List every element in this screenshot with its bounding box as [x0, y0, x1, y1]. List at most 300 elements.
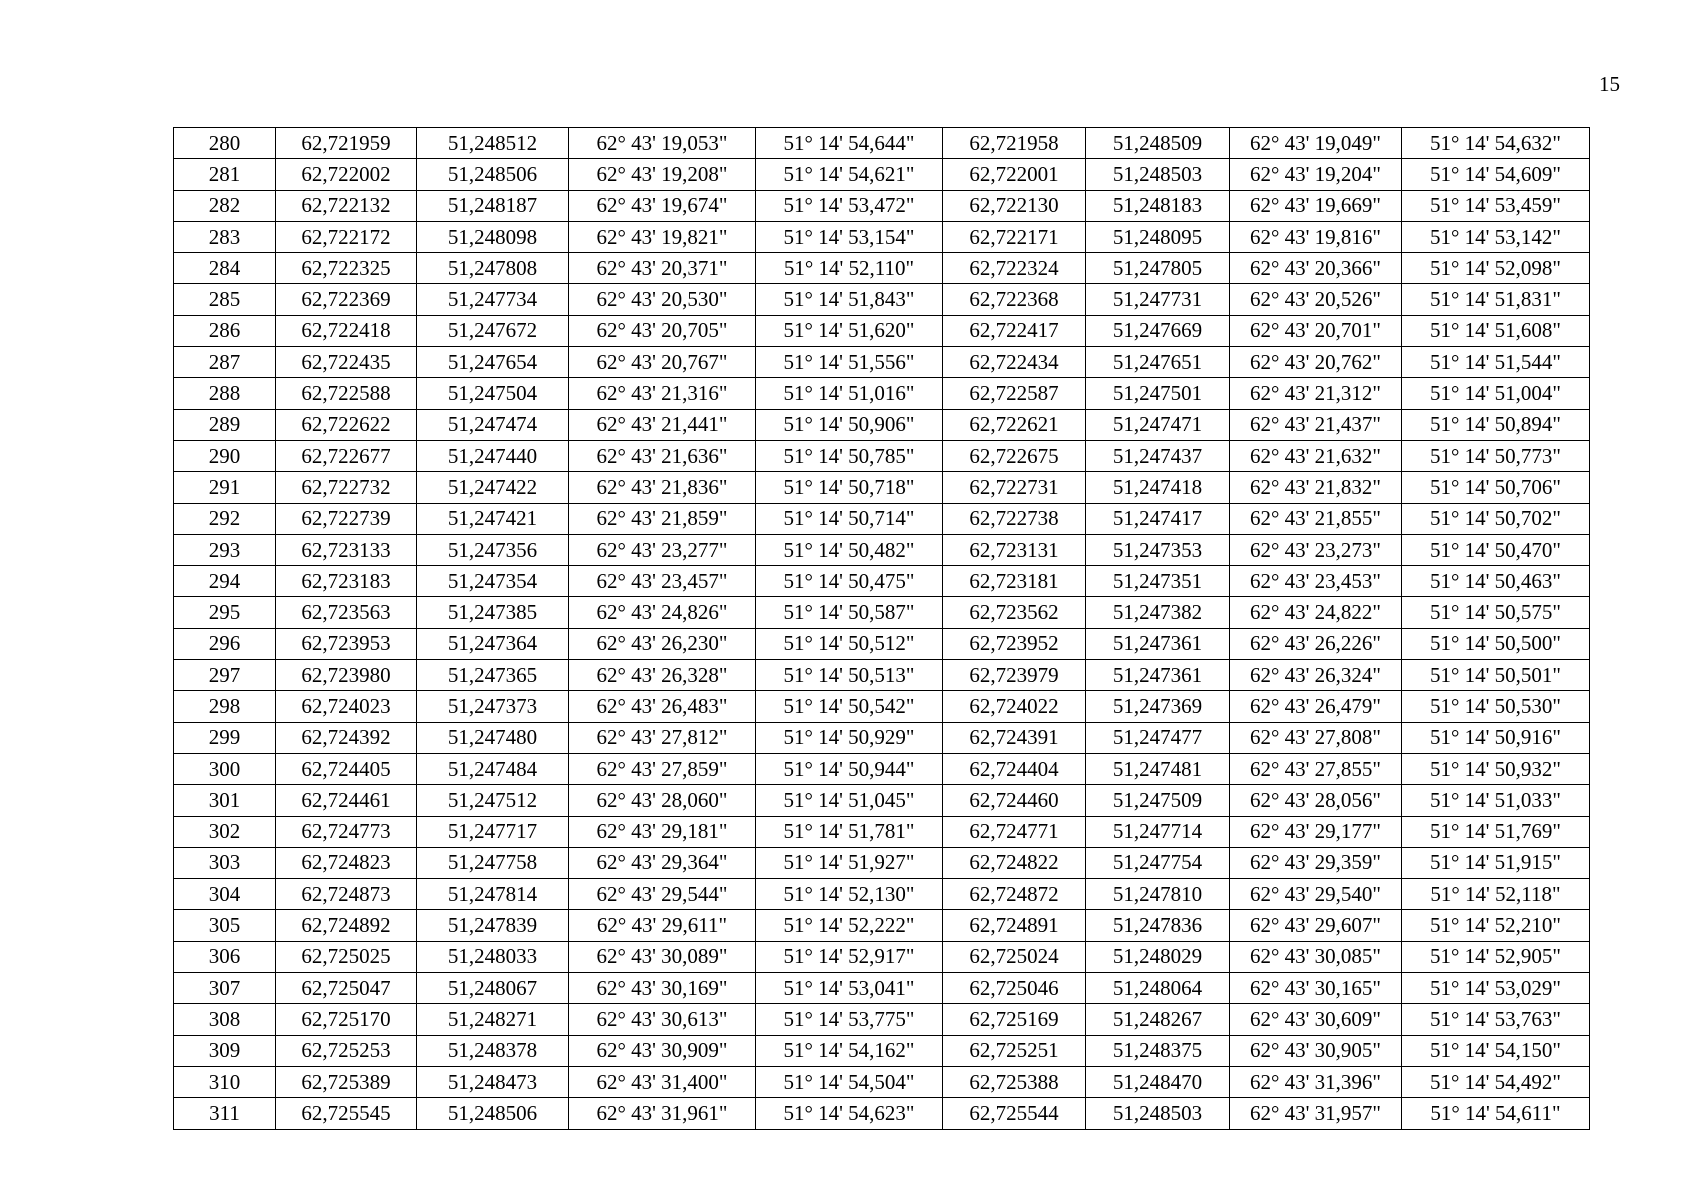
- latitude-decimal-cell: 62,723980: [276, 660, 417, 691]
- longitude-decimal-cell: 51,247654: [417, 347, 569, 378]
- latitude-decimal-cell: 62,724892: [276, 910, 417, 941]
- table-row: [174, 190, 1590, 221]
- latitude-dms-alt-cell: 62° 43' 19,049": [1230, 128, 1402, 159]
- latitude-decimal-cell: 62,725253: [276, 1035, 417, 1066]
- latitude-decimal-alt-cell: 62,722368: [943, 284, 1086, 315]
- latitude-decimal-alt-cell: 62,724404: [943, 753, 1086, 784]
- longitude-decimal-alt-cell: 51,247754: [1086, 847, 1230, 878]
- longitude-decimal-cell: 51,247365: [417, 660, 569, 691]
- latitude-decimal-cell: 62,725545: [276, 1098, 417, 1129]
- table-row: [174, 347, 1590, 378]
- longitude-dms-cell: 51° 14' 51,045": [756, 785, 943, 816]
- latitude-decimal-alt-cell: 62,725046: [943, 973, 1086, 1004]
- longitude-dms-cell: 51° 14' 50,929": [756, 722, 943, 753]
- longitude-dms-alt-cell: 51° 14' 50,932": [1402, 753, 1590, 784]
- latitude-decimal-cell: 62,724823: [276, 847, 417, 878]
- longitude-dms-cell: 51° 14' 53,154": [756, 221, 943, 252]
- table-row: [174, 284, 1590, 315]
- table-row: [174, 1098, 1590, 1129]
- latitude-dms-cell: 62° 43' 30,613": [569, 1004, 756, 1035]
- latitude-decimal-alt-cell: 62,724460: [943, 785, 1086, 816]
- point-number-cell: 305: [174, 910, 276, 941]
- point-number-cell: 293: [174, 534, 276, 565]
- latitude-dms-cell: 62° 43' 31,400": [569, 1066, 756, 1097]
- longitude-dms-alt-cell: 51° 14' 53,763": [1402, 1004, 1590, 1035]
- latitude-dms-cell: 62° 43' 21,441": [569, 409, 756, 440]
- latitude-decimal-alt-cell: 62,722130: [943, 190, 1086, 221]
- longitude-dms-cell: 51° 14' 54,644": [756, 128, 943, 159]
- latitude-decimal-cell: 62,722435: [276, 347, 417, 378]
- longitude-decimal-cell: 51,247364: [417, 628, 569, 659]
- longitude-dms-cell: 51° 14' 50,512": [756, 628, 943, 659]
- latitude-dms-alt-cell: 62° 43' 29,607": [1230, 910, 1402, 941]
- longitude-dms-alt-cell: 51° 14' 53,459": [1402, 190, 1590, 221]
- longitude-decimal-cell: 51,247356: [417, 534, 569, 565]
- longitude-dms-alt-cell: 51° 14' 50,916": [1402, 722, 1590, 753]
- longitude-decimal-alt-cell: 51,247369: [1086, 691, 1230, 722]
- latitude-dms-cell: 62° 43' 19,821": [569, 221, 756, 252]
- latitude-dms-cell: 62° 43' 20,705": [569, 315, 756, 346]
- latitude-decimal-cell: 62,724405: [276, 753, 417, 784]
- point-number-cell: 287: [174, 347, 276, 378]
- point-number-cell: 307: [174, 973, 276, 1004]
- longitude-decimal-alt-cell: 51,248267: [1086, 1004, 1230, 1035]
- table-row: [174, 753, 1590, 784]
- longitude-decimal-alt-cell: 51,247836: [1086, 910, 1230, 941]
- latitude-dms-cell: 62° 43' 26,483": [569, 691, 756, 722]
- longitude-dms-alt-cell: 51° 14' 50,500": [1402, 628, 1590, 659]
- latitude-dms-cell: 62° 43' 29,611": [569, 910, 756, 941]
- latitude-decimal-alt-cell: 62,724771: [943, 816, 1086, 847]
- longitude-decimal-alt-cell: 51,247731: [1086, 284, 1230, 315]
- longitude-decimal-alt-cell: 51,248064: [1086, 973, 1230, 1004]
- latitude-dms-alt-cell: 62° 43' 23,273": [1230, 534, 1402, 565]
- latitude-dms-alt-cell: 62° 43' 21,437": [1230, 409, 1402, 440]
- latitude-decimal-alt-cell: 62,722587: [943, 378, 1086, 409]
- longitude-decimal-alt-cell: 51,247361: [1086, 628, 1230, 659]
- latitude-decimal-alt-cell: 62,725024: [943, 941, 1086, 972]
- longitude-dms-alt-cell: 51° 14' 52,098": [1402, 253, 1590, 284]
- latitude-dms-alt-cell: 62° 43' 19,669": [1230, 190, 1402, 221]
- point-number-cell: 296: [174, 628, 276, 659]
- longitude-decimal-cell: 51,248187: [417, 190, 569, 221]
- latitude-decimal-alt-cell: 62,723131: [943, 534, 1086, 565]
- longitude-decimal-cell: 51,247484: [417, 753, 569, 784]
- latitude-decimal-cell: 62,722325: [276, 253, 417, 284]
- longitude-dms-alt-cell: 51° 14' 51,033": [1402, 785, 1590, 816]
- point-number-cell: 288: [174, 378, 276, 409]
- longitude-decimal-cell: 51,247480: [417, 722, 569, 753]
- longitude-decimal-alt-cell: 51,247509: [1086, 785, 1230, 816]
- latitude-decimal-cell: 62,721959: [276, 128, 417, 159]
- longitude-decimal-cell: 51,247373: [417, 691, 569, 722]
- latitude-dms-alt-cell: 62° 43' 21,832": [1230, 472, 1402, 503]
- latitude-dms-alt-cell: 62° 43' 31,396": [1230, 1066, 1402, 1097]
- longitude-dms-alt-cell: 51° 14' 50,470": [1402, 534, 1590, 565]
- latitude-dms-cell: 62° 43' 20,767": [569, 347, 756, 378]
- coordinates-table: [173, 127, 1590, 1130]
- latitude-dms-cell: 62° 43' 19,053": [569, 128, 756, 159]
- longitude-dms-cell: 51° 14' 50,475": [756, 566, 943, 597]
- latitude-dms-cell: 62° 43' 21,859": [569, 503, 756, 534]
- table-row: [174, 378, 1590, 409]
- point-number-cell: 308: [174, 1004, 276, 1035]
- longitude-dms-alt-cell: 51° 14' 54,609": [1402, 159, 1590, 190]
- point-number-cell: 284: [174, 253, 276, 284]
- table-row: [174, 973, 1590, 1004]
- point-number-cell: 303: [174, 847, 276, 878]
- latitude-decimal-cell: 62,722732: [276, 472, 417, 503]
- latitude-decimal-cell: 62,724873: [276, 879, 417, 910]
- longitude-decimal-cell: 51,248512: [417, 128, 569, 159]
- longitude-dms-cell: 51° 14' 50,906": [756, 409, 943, 440]
- longitude-dms-alt-cell: 51° 14' 50,575": [1402, 597, 1590, 628]
- latitude-dms-alt-cell: 62° 43' 31,957": [1230, 1098, 1402, 1129]
- latitude-decimal-alt-cell: 62,725169: [943, 1004, 1086, 1035]
- latitude-decimal-alt-cell: 62,722731: [943, 472, 1086, 503]
- latitude-dms-alt-cell: 62° 43' 20,526": [1230, 284, 1402, 315]
- latitude-dms-cell: 62° 43' 23,277": [569, 534, 756, 565]
- longitude-decimal-alt-cell: 51,247417: [1086, 503, 1230, 534]
- latitude-dms-alt-cell: 62° 43' 29,359": [1230, 847, 1402, 878]
- latitude-decimal-cell: 62,724461: [276, 785, 417, 816]
- longitude-decimal-alt-cell: 51,247481: [1086, 753, 1230, 784]
- latitude-decimal-cell: 62,724023: [276, 691, 417, 722]
- latitude-decimal-cell: 62,724773: [276, 816, 417, 847]
- longitude-dms-alt-cell: 51° 14' 53,142": [1402, 221, 1590, 252]
- longitude-dms-cell: 51° 14' 54,621": [756, 159, 943, 190]
- latitude-decimal-alt-cell: 62,722324: [943, 253, 1086, 284]
- longitude-decimal-cell: 51,247474: [417, 409, 569, 440]
- longitude-decimal-cell: 51,247734: [417, 284, 569, 315]
- latitude-dms-cell: 62° 43' 21,836": [569, 472, 756, 503]
- point-number-cell: 294: [174, 566, 276, 597]
- table-row: [174, 597, 1590, 628]
- longitude-dms-cell: 51° 14' 52,130": [756, 879, 943, 910]
- latitude-dms-cell: 62° 43' 26,328": [569, 660, 756, 691]
- latitude-decimal-alt-cell: 62,725388: [943, 1066, 1086, 1097]
- longitude-decimal-cell: 51,247422: [417, 472, 569, 503]
- longitude-decimal-cell: 51,247512: [417, 785, 569, 816]
- latitude-dms-cell: 62° 43' 24,826": [569, 597, 756, 628]
- longitude-dms-cell: 51° 14' 51,620": [756, 315, 943, 346]
- table-row: [174, 628, 1590, 659]
- latitude-decimal-alt-cell: 62,723562: [943, 597, 1086, 628]
- latitude-dms-alt-cell: 62° 43' 26,479": [1230, 691, 1402, 722]
- point-number-cell: 311: [174, 1098, 276, 1129]
- table-row: [174, 534, 1590, 565]
- latitude-dms-cell: 62° 43' 21,316": [569, 378, 756, 409]
- latitude-decimal-cell: 62,722132: [276, 190, 417, 221]
- point-number-cell: 283: [174, 221, 276, 252]
- latitude-dms-alt-cell: 62° 43' 21,632": [1230, 440, 1402, 471]
- longitude-dms-cell: 51° 14' 50,513": [756, 660, 943, 691]
- table-row: [174, 315, 1590, 346]
- longitude-dms-cell: 51° 14' 52,917": [756, 941, 943, 972]
- longitude-dms-cell: 51° 14' 53,041": [756, 973, 943, 1004]
- longitude-decimal-cell: 51,247808: [417, 253, 569, 284]
- table-row: [174, 1004, 1590, 1035]
- longitude-decimal-cell: 51,247717: [417, 816, 569, 847]
- latitude-decimal-cell: 62,725025: [276, 941, 417, 972]
- longitude-dms-alt-cell: 51° 14' 50,773": [1402, 440, 1590, 471]
- table-row: [174, 159, 1590, 190]
- latitude-decimal-alt-cell: 62,724872: [943, 879, 1086, 910]
- table-row: [174, 660, 1590, 691]
- latitude-decimal-cell: 62,722588: [276, 378, 417, 409]
- longitude-decimal-alt-cell: 51,247361: [1086, 660, 1230, 691]
- longitude-dms-alt-cell: 51° 14' 54,611": [1402, 1098, 1590, 1129]
- longitude-decimal-cell: 51,248067: [417, 973, 569, 1004]
- latitude-dms-cell: 62° 43' 29,544": [569, 879, 756, 910]
- longitude-dms-cell: 51° 14' 51,843": [756, 284, 943, 315]
- latitude-decimal-cell: 62,722622: [276, 409, 417, 440]
- longitude-decimal-cell: 51,247814: [417, 879, 569, 910]
- longitude-dms-alt-cell: 51° 14' 50,702": [1402, 503, 1590, 534]
- longitude-decimal-alt-cell: 51,248470: [1086, 1066, 1230, 1097]
- longitude-dms-cell: 51° 14' 53,775": [756, 1004, 943, 1035]
- latitude-dms-cell: 62° 43' 28,060": [569, 785, 756, 816]
- longitude-decimal-alt-cell: 51,247810: [1086, 879, 1230, 910]
- longitude-dms-cell: 51° 14' 52,110": [756, 253, 943, 284]
- longitude-decimal-alt-cell: 51,248509: [1086, 128, 1230, 159]
- table-row: [174, 941, 1590, 972]
- latitude-dms-alt-cell: 62° 43' 29,540": [1230, 879, 1402, 910]
- longitude-dms-alt-cell: 51° 14' 51,608": [1402, 315, 1590, 346]
- longitude-decimal-cell: 51,248271: [417, 1004, 569, 1035]
- table-row: [174, 691, 1590, 722]
- longitude-dms-cell: 51° 14' 50,785": [756, 440, 943, 471]
- longitude-dms-cell: 51° 14' 51,781": [756, 816, 943, 847]
- latitude-decimal-cell: 62,722172: [276, 221, 417, 252]
- table-row: [174, 409, 1590, 440]
- longitude-dms-alt-cell: 51° 14' 52,210": [1402, 910, 1590, 941]
- latitude-dms-alt-cell: 62° 43' 24,822": [1230, 597, 1402, 628]
- latitude-dms-alt-cell: 62° 43' 19,816": [1230, 221, 1402, 252]
- longitude-dms-cell: 51° 14' 50,714": [756, 503, 943, 534]
- longitude-decimal-alt-cell: 51,248183: [1086, 190, 1230, 221]
- latitude-decimal-cell: 62,722418: [276, 315, 417, 346]
- longitude-decimal-cell: 51,247385: [417, 597, 569, 628]
- longitude-decimal-cell: 51,247839: [417, 910, 569, 941]
- latitude-dms-cell: 62° 43' 31,961": [569, 1098, 756, 1129]
- latitude-dms-alt-cell: 62° 43' 21,855": [1230, 503, 1402, 534]
- table-row: [174, 879, 1590, 910]
- longitude-decimal-cell: 51,248506: [417, 159, 569, 190]
- table-row: [174, 221, 1590, 252]
- table-row: [174, 816, 1590, 847]
- latitude-decimal-cell: 62,723953: [276, 628, 417, 659]
- latitude-decimal-cell: 62,723563: [276, 597, 417, 628]
- latitude-dms-alt-cell: 62° 43' 30,905": [1230, 1035, 1402, 1066]
- longitude-decimal-alt-cell: 51,247714: [1086, 816, 1230, 847]
- latitude-decimal-alt-cell: 62,722738: [943, 503, 1086, 534]
- point-number-cell: 291: [174, 472, 276, 503]
- longitude-decimal-cell: 51,247440: [417, 440, 569, 471]
- latitude-decimal-alt-cell: 62,725251: [943, 1035, 1086, 1066]
- longitude-dms-cell: 51° 14' 52,222": [756, 910, 943, 941]
- latitude-decimal-cell: 62,722739: [276, 503, 417, 534]
- latitude-dms-alt-cell: 62° 43' 26,324": [1230, 660, 1402, 691]
- point-number-cell: 286: [174, 315, 276, 346]
- longitude-dms-alt-cell: 51° 14' 50,706": [1402, 472, 1590, 503]
- latitude-dms-cell: 62° 43' 30,169": [569, 973, 756, 1004]
- point-number-cell: 282: [174, 190, 276, 221]
- latitude-dms-cell: 62° 43' 27,812": [569, 722, 756, 753]
- latitude-dms-cell: 62° 43' 30,089": [569, 941, 756, 972]
- longitude-dms-cell: 51° 14' 54,504": [756, 1066, 943, 1097]
- longitude-decimal-cell: 51,248473: [417, 1066, 569, 1097]
- latitude-dms-cell: 62° 43' 29,364": [569, 847, 756, 878]
- latitude-dms-cell: 62° 43' 19,674": [569, 190, 756, 221]
- longitude-dms-alt-cell: 51° 14' 52,905": [1402, 941, 1590, 972]
- point-number-cell: 300: [174, 753, 276, 784]
- longitude-dms-alt-cell: 51° 14' 51,004": [1402, 378, 1590, 409]
- point-number-cell: 290: [174, 440, 276, 471]
- latitude-dms-alt-cell: 62° 43' 27,855": [1230, 753, 1402, 784]
- longitude-decimal-cell: 51,247758: [417, 847, 569, 878]
- latitude-decimal-cell: 62,725389: [276, 1066, 417, 1097]
- point-number-cell: 285: [174, 284, 276, 315]
- point-number-cell: 304: [174, 879, 276, 910]
- latitude-dms-cell: 62° 43' 20,530": [569, 284, 756, 315]
- coordinates-table-body: [174, 128, 1590, 1130]
- longitude-decimal-cell: 51,247672: [417, 315, 569, 346]
- point-number-cell: 297: [174, 660, 276, 691]
- longitude-decimal-alt-cell: 51,247501: [1086, 378, 1230, 409]
- point-number-cell: 299: [174, 722, 276, 753]
- longitude-dms-alt-cell: 51° 14' 50,501": [1402, 660, 1590, 691]
- latitude-dms-alt-cell: 62° 43' 29,177": [1230, 816, 1402, 847]
- latitude-decimal-alt-cell: 62,722171: [943, 221, 1086, 252]
- longitude-dms-cell: 51° 14' 50,482": [756, 534, 943, 565]
- latitude-decimal-alt-cell: 62,723181: [943, 566, 1086, 597]
- longitude-dms-alt-cell: 51° 14' 52,118": [1402, 879, 1590, 910]
- longitude-decimal-alt-cell: 51,248375: [1086, 1035, 1230, 1066]
- latitude-dms-cell: 62° 43' 23,457": [569, 566, 756, 597]
- table-row: [174, 253, 1590, 284]
- longitude-dms-cell: 51° 14' 50,542": [756, 691, 943, 722]
- longitude-dms-cell: 51° 14' 54,623": [756, 1098, 943, 1129]
- longitude-decimal-cell: 51,247504: [417, 378, 569, 409]
- longitude-decimal-alt-cell: 51,247477: [1086, 722, 1230, 753]
- point-number-cell: 306: [174, 941, 276, 972]
- latitude-dms-cell: 62° 43' 29,181": [569, 816, 756, 847]
- longitude-dms-alt-cell: 51° 14' 51,769": [1402, 816, 1590, 847]
- table-row: [174, 910, 1590, 941]
- longitude-decimal-alt-cell: 51,247418: [1086, 472, 1230, 503]
- longitude-dms-alt-cell: 51° 14' 50,530": [1402, 691, 1590, 722]
- longitude-decimal-alt-cell: 51,248503: [1086, 159, 1230, 190]
- point-number-cell: 289: [174, 409, 276, 440]
- longitude-dms-cell: 51° 14' 51,556": [756, 347, 943, 378]
- table-row: [174, 847, 1590, 878]
- latitude-dms-alt-cell: 62° 43' 28,056": [1230, 785, 1402, 816]
- longitude-dms-cell: 51° 14' 50,944": [756, 753, 943, 784]
- longitude-decimal-alt-cell: 51,247351: [1086, 566, 1230, 597]
- longitude-decimal-alt-cell: 51,247437: [1086, 440, 1230, 471]
- longitude-dms-alt-cell: 51° 14' 50,894": [1402, 409, 1590, 440]
- point-number-cell: 302: [174, 816, 276, 847]
- latitude-decimal-alt-cell: 62,722417: [943, 315, 1086, 346]
- latitude-decimal-alt-cell: 62,724391: [943, 722, 1086, 753]
- longitude-decimal-alt-cell: 51,247669: [1086, 315, 1230, 346]
- table-row: [174, 128, 1590, 159]
- latitude-dms-alt-cell: 62° 43' 20,762": [1230, 347, 1402, 378]
- table-row: [174, 785, 1590, 816]
- latitude-decimal-cell: 62,722369: [276, 284, 417, 315]
- latitude-dms-cell: 62° 43' 30,909": [569, 1035, 756, 1066]
- longitude-decimal-alt-cell: 51,247471: [1086, 409, 1230, 440]
- point-number-cell: 292: [174, 503, 276, 534]
- longitude-decimal-alt-cell: 51,248503: [1086, 1098, 1230, 1129]
- point-number-cell: 310: [174, 1066, 276, 1097]
- longitude-decimal-cell: 51,248098: [417, 221, 569, 252]
- latitude-dms-alt-cell: 62° 43' 19,204": [1230, 159, 1402, 190]
- latitude-decimal-alt-cell: 62,722434: [943, 347, 1086, 378]
- page-number: 15: [1599, 72, 1620, 96]
- longitude-decimal-alt-cell: 51,248029: [1086, 941, 1230, 972]
- latitude-decimal-alt-cell: 62,724022: [943, 691, 1086, 722]
- point-number-cell: 301: [174, 785, 276, 816]
- latitude-dms-cell: 62° 43' 19,208": [569, 159, 756, 190]
- latitude-dms-alt-cell: 62° 43' 30,165": [1230, 973, 1402, 1004]
- longitude-dms-alt-cell: 51° 14' 54,150": [1402, 1035, 1590, 1066]
- longitude-dms-alt-cell: 51° 14' 51,544": [1402, 347, 1590, 378]
- point-number-cell: 281: [174, 159, 276, 190]
- latitude-decimal-alt-cell: 62,722001: [943, 159, 1086, 190]
- point-number-cell: 298: [174, 691, 276, 722]
- latitude-dms-cell: 62° 43' 27,859": [569, 753, 756, 784]
- longitude-decimal-cell: 51,248506: [417, 1098, 569, 1129]
- latitude-dms-alt-cell: 62° 43' 30,609": [1230, 1004, 1402, 1035]
- longitude-decimal-alt-cell: 51,247805: [1086, 253, 1230, 284]
- latitude-decimal-cell: 62,725170: [276, 1004, 417, 1035]
- longitude-decimal-alt-cell: 51,247382: [1086, 597, 1230, 628]
- point-number-cell: 280: [174, 128, 276, 159]
- longitude-dms-cell: 51° 14' 54,162": [756, 1035, 943, 1066]
- latitude-decimal-alt-cell: 62,724891: [943, 910, 1086, 941]
- longitude-dms-alt-cell: 51° 14' 51,831": [1402, 284, 1590, 315]
- longitude-decimal-cell: 51,247421: [417, 503, 569, 534]
- latitude-dms-cell: 62° 43' 20,371": [569, 253, 756, 284]
- latitude-decimal-cell: 62,725047: [276, 973, 417, 1004]
- table-row: [174, 722, 1590, 753]
- latitude-decimal-alt-cell: 62,722621: [943, 409, 1086, 440]
- latitude-dms-alt-cell: 62° 43' 26,226": [1230, 628, 1402, 659]
- latitude-dms-cell: 62° 43' 21,636": [569, 440, 756, 471]
- longitude-dms-alt-cell: 51° 14' 54,492": [1402, 1066, 1590, 1097]
- latitude-dms-alt-cell: 62° 43' 27,808": [1230, 722, 1402, 753]
- latitude-decimal-alt-cell: 62,724822: [943, 847, 1086, 878]
- latitude-decimal-cell: 62,722677: [276, 440, 417, 471]
- longitude-decimal-alt-cell: 51,247353: [1086, 534, 1230, 565]
- latitude-decimal-alt-cell: 62,725544: [943, 1098, 1086, 1129]
- longitude-decimal-alt-cell: 51,248095: [1086, 221, 1230, 252]
- latitude-dms-alt-cell: 62° 43' 20,701": [1230, 315, 1402, 346]
- latitude-dms-alt-cell: 62° 43' 30,085": [1230, 941, 1402, 972]
- table-row: [174, 1035, 1590, 1066]
- longitude-dms-cell: 51° 14' 51,927": [756, 847, 943, 878]
- table-row: [174, 566, 1590, 597]
- latitude-dms-cell: 62° 43' 26,230": [569, 628, 756, 659]
- latitude-dms-alt-cell: 62° 43' 23,453": [1230, 566, 1402, 597]
- longitude-decimal-cell: 51,247354: [417, 566, 569, 597]
- longitude-dms-cell: 51° 14' 50,718": [756, 472, 943, 503]
- latitude-decimal-cell: 62,722002: [276, 159, 417, 190]
- longitude-dms-cell: 51° 14' 51,016": [756, 378, 943, 409]
- longitude-dms-alt-cell: 51° 14' 51,915": [1402, 847, 1590, 878]
